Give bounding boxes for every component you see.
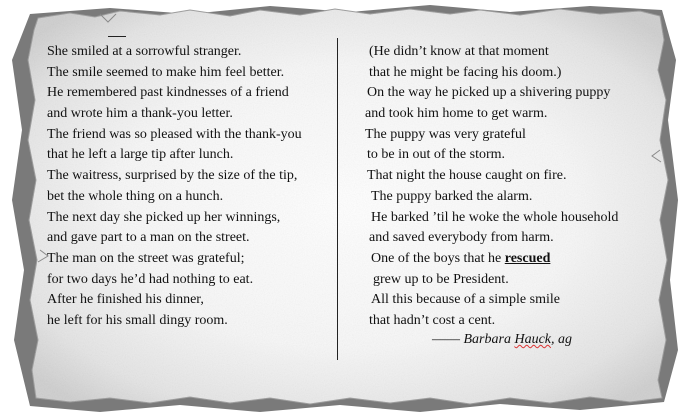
poem-line-text: (He didn’t know at that moment (369, 44, 549, 59)
poem-line: He remembered past kindnesses of a friend (47, 85, 289, 101)
column-divider (337, 38, 338, 360)
poem-line (365, 311, 618, 332)
poem-line: for two days he’d had nothing to eat. (47, 271, 254, 287)
poem-line (365, 208, 618, 229)
poem-line (365, 270, 618, 291)
poem-line: and gave part to a man on the street. (47, 230, 250, 246)
poem-line-text: All this because of a simple smile (371, 292, 560, 308)
poem-line: he left for his small dingy room. (47, 312, 228, 328)
poem-line: The waitress, surprised by the size of the tip, (47, 168, 298, 184)
poem-line-text: On the way he picked up a shivering puppy (367, 85, 611, 101)
poem-line (365, 104, 618, 125)
poem-line (365, 63, 618, 84)
emphasized-word: rescued (504, 250, 551, 266)
poem-line (365, 228, 618, 249)
top-rule-mark (108, 36, 126, 37)
poem-line (365, 187, 618, 208)
poem-line (365, 125, 618, 146)
poem-line: bet the whole thing on a hunch. (47, 188, 224, 204)
signature-suffix: , ag (551, 332, 572, 347)
poem-line-text: He barked ’til he woke the whole household (371, 209, 619, 225)
poem-line-text: One of the boys that he (371, 250, 505, 266)
poem-line-text: That night the house caught on fire. (367, 168, 567, 184)
signature-author-first: Barbara (463, 332, 515, 347)
signature (432, 332, 572, 348)
poem-line-text: and took him home to get warm. (365, 106, 548, 122)
poem-line: The friend was so pleased with the thank-you (47, 126, 302, 142)
poem-line-text: that he might be facing his doom.) (369, 64, 562, 80)
poem-line-text: and saved everybody from harm. (369, 230, 554, 246)
signature-author-surname: Hauck (514, 332, 551, 347)
poem-right-column (365, 42, 618, 332)
poem-line: that he left a large tip after lunch. (47, 147, 234, 163)
poem-line-text: The puppy was very grateful (365, 126, 526, 142)
poem-line-text: that hadn’t cost a cent. (369, 312, 496, 328)
poem-line: and wrote him a thank-you letter. (47, 106, 233, 122)
poem-line (365, 249, 618, 270)
poem-line (365, 290, 618, 311)
poem-line: She smiled at a sorrowful stranger. (47, 44, 242, 59)
poem-line: The smile seemed to make him feel better. (47, 64, 285, 80)
poem-line-text: grew up to be President. (373, 271, 509, 287)
poem-line (365, 166, 618, 187)
signature-dash: —— (432, 332, 460, 347)
poem-line (365, 42, 618, 63)
poem-line (365, 145, 618, 166)
poem-line: After he finished his dinner, (47, 292, 204, 308)
poem-line-text: to be in out of the storm. (367, 147, 506, 163)
poem-left-column (47, 42, 302, 332)
poem-line (365, 83, 618, 104)
poem-line: The man on the street was grateful; (47, 250, 245, 266)
poem-line-text: The puppy barked the alarm. (371, 188, 533, 204)
poem-line: The next day she picked up her winnings, (47, 209, 281, 225)
